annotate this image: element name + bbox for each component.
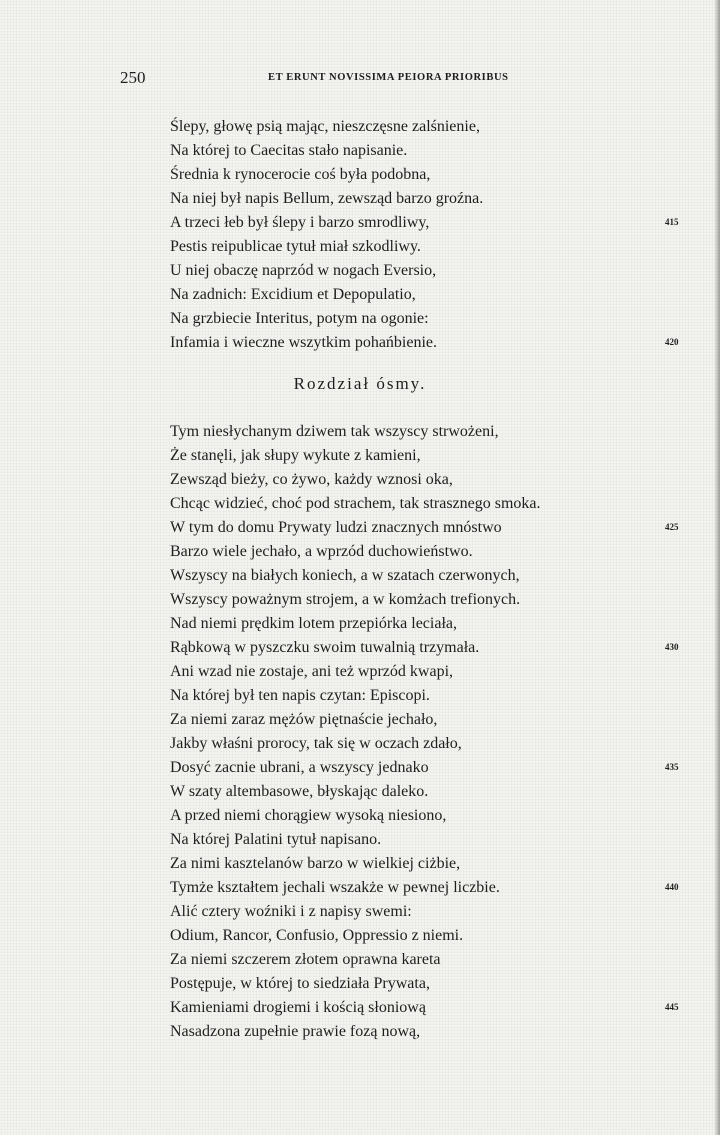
verse-text: Wszyscy poważnym strojem, a w komżach trefionych. [170, 591, 521, 608]
line-number: 425 [665, 522, 679, 532]
verse-text: A przed niemi chorągiew wysoką niesiono, [170, 807, 447, 824]
verse-line [0, 804, 720, 828]
verse-text: Na grzbiecie Interitus, potym na ogonie: [170, 310, 429, 327]
verse-line [0, 540, 720, 564]
verse-text: Ślepy, głowę psią mając, nieszczęsne zalśnienie, [170, 118, 480, 135]
verse-line [0, 235, 720, 259]
verse-line [0, 972, 720, 996]
verse-line [0, 588, 720, 612]
line-number: 430 [665, 642, 679, 652]
line-number: 415 [665, 217, 679, 227]
verse-text: Kamieniami drogiemi i kością słoniową [170, 999, 426, 1016]
verse-line [0, 708, 720, 732]
verse-line [0, 660, 720, 684]
page-number: 250 [120, 68, 146, 87]
verse-text: Wszyscy na białych koniech, a w szatach czerwonych, [170, 567, 520, 584]
verse-text: W tym do domu Prywaty ludzi znacznych mnóstwo [170, 519, 502, 536]
verse-text: Tymże kształtem jechali wszakże w pewnej liczbie. [170, 879, 500, 896]
verse-line [0, 211, 720, 235]
verse-line [0, 444, 720, 468]
page-header [120, 68, 680, 92]
verse-line [0, 139, 720, 163]
verse-line [0, 924, 720, 948]
verse-text: Zewsząd bieży, co żywo, każdy wznosi oka, [170, 471, 453, 488]
verse-text: Nad niemi prędkim lotem przepiórka leciała, [170, 615, 457, 632]
verse-line [0, 1020, 720, 1044]
verse-text: Tym niesłychanym dziwem tak wszyscy strwożeni, [170, 423, 499, 440]
verse-text: Na której był ten napis czytan: Episcopi. [170, 687, 430, 704]
verse-text: Nasadzona zupełnie prawie fozą nową, [170, 1023, 421, 1040]
verse-line [0, 492, 720, 516]
verse-text: Barzo wiele jechało, a wprzód duchowieństwo. [170, 543, 473, 560]
verse-text: Że stanęli, jak słupy wykute z kamieni, [170, 447, 421, 464]
verse-line [0, 564, 720, 588]
verse-text: Pestis reipublicae tytuł miał szkodliwy. [170, 238, 421, 255]
verse-line [0, 996, 720, 1020]
verse-text: U niej obaczę naprzód w nogach Eversio, [170, 262, 437, 279]
verse-line [0, 283, 720, 307]
verse-line [0, 516, 720, 540]
verse-line [0, 900, 720, 924]
verse-line [0, 828, 720, 852]
verse-text: Na niej był napis Bellum, zewsząd barzo groźna. [170, 190, 484, 207]
verse-line [0, 468, 720, 492]
line-number: 445 [665, 1002, 679, 1012]
chapter-title: Rozdział ósmy. [293, 374, 427, 393]
verse-text: Postępuje, w której to siedziała Prywata, [170, 975, 430, 992]
verse-text: Na której Palatini tytuł napisano. [170, 831, 382, 848]
verse-line [0, 187, 720, 211]
verse-line [0, 852, 720, 876]
verse-text: Średnia k rynocerocie coś była podobna, [170, 166, 431, 183]
line-number: 440 [665, 882, 679, 892]
verse-line [0, 420, 720, 444]
verse-text: Dosyć zacnie ubrani, a wszyscy jednako [170, 759, 429, 776]
verse-text: Chcąc widzieć, choć pod strachem, tak strasznego smoka. [170, 495, 541, 512]
verse-line [0, 331, 720, 355]
verse-text: W szaty altembasowe, błyskając daleko. [170, 783, 429, 800]
verse-text: Ani wzad nie zostaje, ani też wprzód kwapi, [170, 663, 454, 680]
verse-line [0, 684, 720, 708]
verse-line [0, 732, 720, 756]
verse-text: Rąbkową w pyszczku swoim tuwalnią trzymała. [170, 639, 480, 656]
verse-line [0, 307, 720, 331]
verse-text: Alić cztery woźniki i z napisy swemi: [170, 903, 412, 920]
verse-text: A trzeci łeb był ślepy i barzo smrodliwy, [170, 214, 430, 231]
verse-text: Za niemi szczerem złotem oprawna kareta [170, 951, 441, 968]
verse-line [0, 780, 720, 804]
verse-line [0, 259, 720, 283]
verse-line [0, 163, 720, 187]
verse-line [0, 612, 720, 636]
verse-text: Na której to Caecitas stało napisanie. [170, 142, 408, 159]
verse-line [0, 115, 720, 139]
verse-line [0, 948, 720, 972]
verse-text: Za niemi zaraz mężów piętnaście jechało, [170, 711, 438, 728]
running-title: ET ERUNT NOVISSIMA PEIORA PRIORIBUS [268, 72, 509, 83]
verse-text: Za nimi kasztelanów barzo w wielkiej ciżbie, [170, 855, 461, 872]
verse-line [0, 876, 720, 900]
line-number: 435 [665, 762, 679, 772]
line-number: 420 [665, 337, 679, 347]
page-edge-shadow [714, 0, 720, 1135]
verse-text: Jakby właśni prorocy, tak się w oczach zdało, [170, 735, 462, 752]
verse-text: Odium, Rancor, Confusio, Oppressio z niemi. [170, 927, 464, 944]
verse-line [0, 756, 720, 780]
verse-line [0, 636, 720, 660]
verse-text: Na zadnich: Excidium et Depopulatio, [170, 286, 416, 303]
verse-text: Infamia i wieczne wszytkim pohańbienie. [170, 334, 438, 351]
